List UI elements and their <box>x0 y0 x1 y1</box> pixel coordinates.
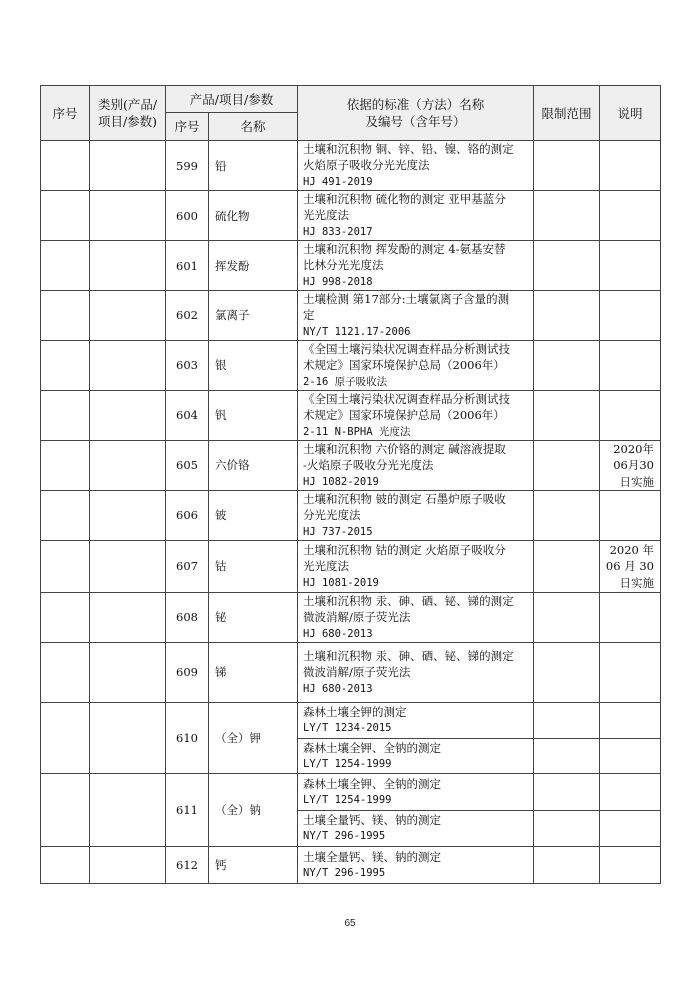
limit-cell <box>534 241 600 291</box>
header-standard-line: 依据的标准（方法）名称 <box>346 97 485 112</box>
standards-table <box>40 85 661 884</box>
table-row <box>41 592 661 642</box>
standard-cell <box>298 702 534 738</box>
standard-name-line: 土壤检测 第17部分:土壤氯离子含量的测 <box>303 292 510 306</box>
standard-name-line: 术规定》国家环境保护总局（2006年） <box>303 408 505 423</box>
seq-cell <box>41 773 90 846</box>
seq-cell <box>41 291 90 341</box>
limit-cell <box>534 490 600 540</box>
category-cell <box>90 241 166 291</box>
standard-name-line: 比林分光光度法 <box>303 258 384 273</box>
product-name-cell: 铋 <box>209 592 298 642</box>
note-cell <box>600 540 661 592</box>
standard-cell <box>298 738 534 773</box>
limit-cell <box>534 540 600 592</box>
header-limit: 限制范围 <box>534 86 600 141</box>
standard-cell <box>298 390 534 440</box>
standard-code: NY/T 296-1995 <box>303 866 386 879</box>
seq-cell <box>41 490 90 540</box>
standard-code: HJ 680-2013 <box>303 627 373 640</box>
limit-cell <box>534 340 600 390</box>
standard-code: HJ 998-2018 <box>303 275 373 288</box>
category-cell <box>90 390 166 440</box>
limit-cell <box>534 191 600 241</box>
standard-name-line: -火焰原子吸收分光光度法 <box>303 458 434 473</box>
standard-code: LY/T 1254-1999 <box>303 757 392 770</box>
standard-name-line: 定 <box>303 308 315 323</box>
header-product-seq: 序号 <box>166 113 209 141</box>
standard-cell <box>298 490 534 540</box>
note-cell <box>600 810 661 846</box>
product-name-cell: 钴 <box>209 540 298 592</box>
limit-cell <box>534 440 600 490</box>
product-seq-cell: 605 <box>166 440 209 490</box>
note-line: 2020 年 <box>609 542 654 557</box>
category-cell <box>90 291 166 341</box>
limit-cell <box>534 738 600 773</box>
category-cell <box>90 702 166 773</box>
standard-code: LY/T 1234-2015 <box>303 722 392 735</box>
limit-cell <box>534 291 600 341</box>
standard-cell <box>298 340 534 390</box>
standard-cell <box>298 592 534 642</box>
limit-cell <box>534 846 600 883</box>
note-cell <box>600 390 661 440</box>
note-cell <box>600 440 661 490</box>
table-row <box>41 846 661 883</box>
standard-cell <box>298 241 534 291</box>
standard-name-line: 火焰原子吸收分光光度法 <box>303 158 430 173</box>
product-seq-cell: 611 <box>166 773 209 846</box>
header-standard <box>298 86 534 141</box>
table-row <box>41 440 661 490</box>
product-seq-cell: 610 <box>166 702 209 773</box>
product-name-cell: 锑 <box>209 642 298 702</box>
product-seq-cell: 607 <box>166 540 209 592</box>
header-note: 说明 <box>600 86 661 141</box>
limit-cell <box>534 773 600 810</box>
category-cell <box>90 773 166 846</box>
standard-cell <box>298 540 534 592</box>
standard-code: NY/T 1121.17-2006 <box>303 325 411 338</box>
seq-cell <box>41 241 90 291</box>
standard-code: 2-11 N-BPHA 光度法 <box>303 425 411 438</box>
product-name-cell: （全）钠 <box>209 773 298 846</box>
limit-cell <box>534 390 600 440</box>
product-name-cell: 钒 <box>209 390 298 440</box>
product-seq-cell: 604 <box>166 390 209 440</box>
product-name-cell: 挥发酚 <box>209 241 298 291</box>
seq-cell <box>41 702 90 773</box>
note-cell <box>600 191 661 241</box>
standard-code: HJ 1081-2019 <box>303 576 379 589</box>
note-cell <box>600 702 661 738</box>
standard-name-line: 土壤和沉积物 钴的测定 火焰原子吸收分 <box>303 542 506 557</box>
seq-cell <box>41 642 90 702</box>
standard-cell <box>298 191 534 241</box>
product-seq-cell: 612 <box>166 846 209 883</box>
standard-cell <box>298 846 534 883</box>
standard-name-line: 《全国土壤污染状况调查样品分析测试技 <box>303 391 510 406</box>
product-name-cell: 钙 <box>209 846 298 883</box>
product-seq-cell: 603 <box>166 340 209 390</box>
standard-name-line: 土壤和沉积物 铜、锌、铅、镍、铬的测定 <box>303 142 514 157</box>
seq-cell <box>41 440 90 490</box>
limit-cell <box>534 642 600 702</box>
note-cell <box>600 241 661 291</box>
table-header <box>41 86 661 141</box>
seq-cell <box>41 141 90 191</box>
standard-code: 2-16 原子吸收法 <box>303 375 388 388</box>
standard-name-line: 微波消解/原子荧光法 <box>303 665 411 680</box>
category-cell <box>90 490 166 540</box>
product-name-cell: 硫化物 <box>209 191 298 241</box>
product-seq-cell: 601 <box>166 241 209 291</box>
standard-code: HJ 833-2017 <box>303 225 373 238</box>
standard-name-line: 土壤全量钙、镁、钠的测定 <box>303 849 441 864</box>
standard-name-line: 术规定》国家环境保护总局（2006年） <box>303 358 505 373</box>
product-seq-cell: 599 <box>166 141 209 191</box>
note-cell <box>600 490 661 540</box>
header-product-group: 产品/项目/参数 <box>166 86 298 113</box>
standard-code: NY/T 296-1995 <box>303 830 386 843</box>
note-cell <box>600 340 661 390</box>
note-cell <box>600 773 661 810</box>
standard-cell <box>298 291 534 341</box>
table-body <box>41 141 661 884</box>
category-cell <box>90 141 166 191</box>
standard-name-line: 森林土壤全钾的测定 <box>303 705 407 720</box>
header-standard-line: 及编号（含年号） <box>365 114 466 129</box>
note-line: 06月30 <box>613 458 654 473</box>
limit-cell <box>534 592 600 642</box>
note-cell <box>600 642 661 702</box>
standard-cell <box>298 440 534 490</box>
standard-name-line: 《全国土壤污染状况调查样品分析测试技 <box>303 341 510 356</box>
standard-name-line: 光光度法 <box>303 559 349 574</box>
table-row <box>41 141 661 191</box>
note-line: 2020年 <box>613 441 654 456</box>
standard-cell <box>298 141 534 191</box>
standard-name-line: 土壤和沉积物 挥发酚的测定 4-氨基安替 <box>303 242 506 257</box>
standard-name-line: 微波消解/原子荧光法 <box>303 610 411 625</box>
seq-cell <box>41 191 90 241</box>
category-cell <box>90 191 166 241</box>
header-seq: 序号 <box>41 86 90 141</box>
standard-code: HJ 491-2019 <box>303 175 373 188</box>
header-product-name: 名称 <box>209 113 298 141</box>
standard-code: HJ 680-2013 <box>303 682 373 695</box>
seq-cell <box>41 390 90 440</box>
standard-name-line: 土壤和沉积物 六价铬的测定 碱溶液提取 <box>303 441 506 456</box>
product-seq-cell: 600 <box>166 191 209 241</box>
product-seq-cell: 609 <box>166 642 209 702</box>
limit-cell <box>534 141 600 191</box>
table-row <box>41 191 661 241</box>
note-cell <box>600 846 661 883</box>
standard-name-line: 光光度法 <box>303 208 349 223</box>
table-row <box>41 642 661 702</box>
product-seq-cell: 606 <box>166 490 209 540</box>
seq-cell <box>41 846 90 883</box>
standard-name-line: 土壤和沉积物 汞、砷、硒、铋、锑的测定 <box>303 648 514 663</box>
product-seq-cell: 602 <box>166 291 209 341</box>
table-row <box>41 241 661 291</box>
table-row <box>41 291 661 341</box>
standard-code: HJ 1082-2019 <box>303 475 379 488</box>
standard-name-line: 土壤和沉积物 铍的测定 石墨炉原子吸收 <box>303 491 506 506</box>
standard-name-line: 土壤全量钙、镁、钠的测定 <box>303 813 441 828</box>
product-name-cell: 银 <box>209 340 298 390</box>
standard-name-line: 森林土壤全钾、全钠的测定 <box>303 776 441 791</box>
standard-name-line: 森林土壤全钾、全钠的测定 <box>303 740 441 755</box>
header-category <box>90 86 166 141</box>
standard-cell <box>298 642 534 702</box>
table-row <box>41 773 661 810</box>
category-cell <box>90 440 166 490</box>
category-cell <box>90 592 166 642</box>
category-cell <box>90 642 166 702</box>
standard-code: HJ 737-2015 <box>303 525 373 538</box>
table-row <box>41 540 661 592</box>
category-cell <box>90 540 166 592</box>
header-category-line: 类别(产品/ <box>97 97 158 112</box>
seq-cell <box>41 340 90 390</box>
note-line: 日实施 <box>619 474 654 489</box>
product-name-cell: （全）钾 <box>209 702 298 773</box>
standard-name-line: 土壤和沉积物 汞、砷、硒、铋、锑的测定 <box>303 593 514 608</box>
product-name-cell: 铅 <box>209 141 298 191</box>
category-cell <box>90 846 166 883</box>
standard-code: LY/T 1254-1999 <box>303 793 392 806</box>
product-name-cell: 六价铬 <box>209 440 298 490</box>
note-line: 日实施 <box>619 575 654 590</box>
header-category-line: 项目/参数) <box>97 114 158 129</box>
standard-cell <box>298 773 534 810</box>
standard-name-line: 土壤和沉积物 硫化物的测定 亚甲基蓝分 <box>303 192 506 207</box>
limit-cell <box>534 810 600 846</box>
standard-cell <box>298 810 534 846</box>
limit-cell <box>534 702 600 738</box>
note-cell <box>600 141 661 191</box>
note-cell <box>600 291 661 341</box>
table-row <box>41 390 661 440</box>
seq-cell <box>41 540 90 592</box>
table-row <box>41 340 661 390</box>
note-cell <box>600 592 661 642</box>
page-number: 65 <box>344 918 356 929</box>
table-row <box>41 702 661 738</box>
product-name-cell: 铍 <box>209 490 298 540</box>
seq-cell <box>41 592 90 642</box>
category-cell <box>90 340 166 390</box>
note-cell <box>600 738 661 773</box>
note-line: 06 月 30 <box>605 559 654 574</box>
standard-name-line: 分光光度法 <box>303 508 361 523</box>
table-row <box>41 490 661 540</box>
product-seq-cell: 608 <box>166 592 209 642</box>
product-name-cell: 氯离子 <box>209 291 298 341</box>
